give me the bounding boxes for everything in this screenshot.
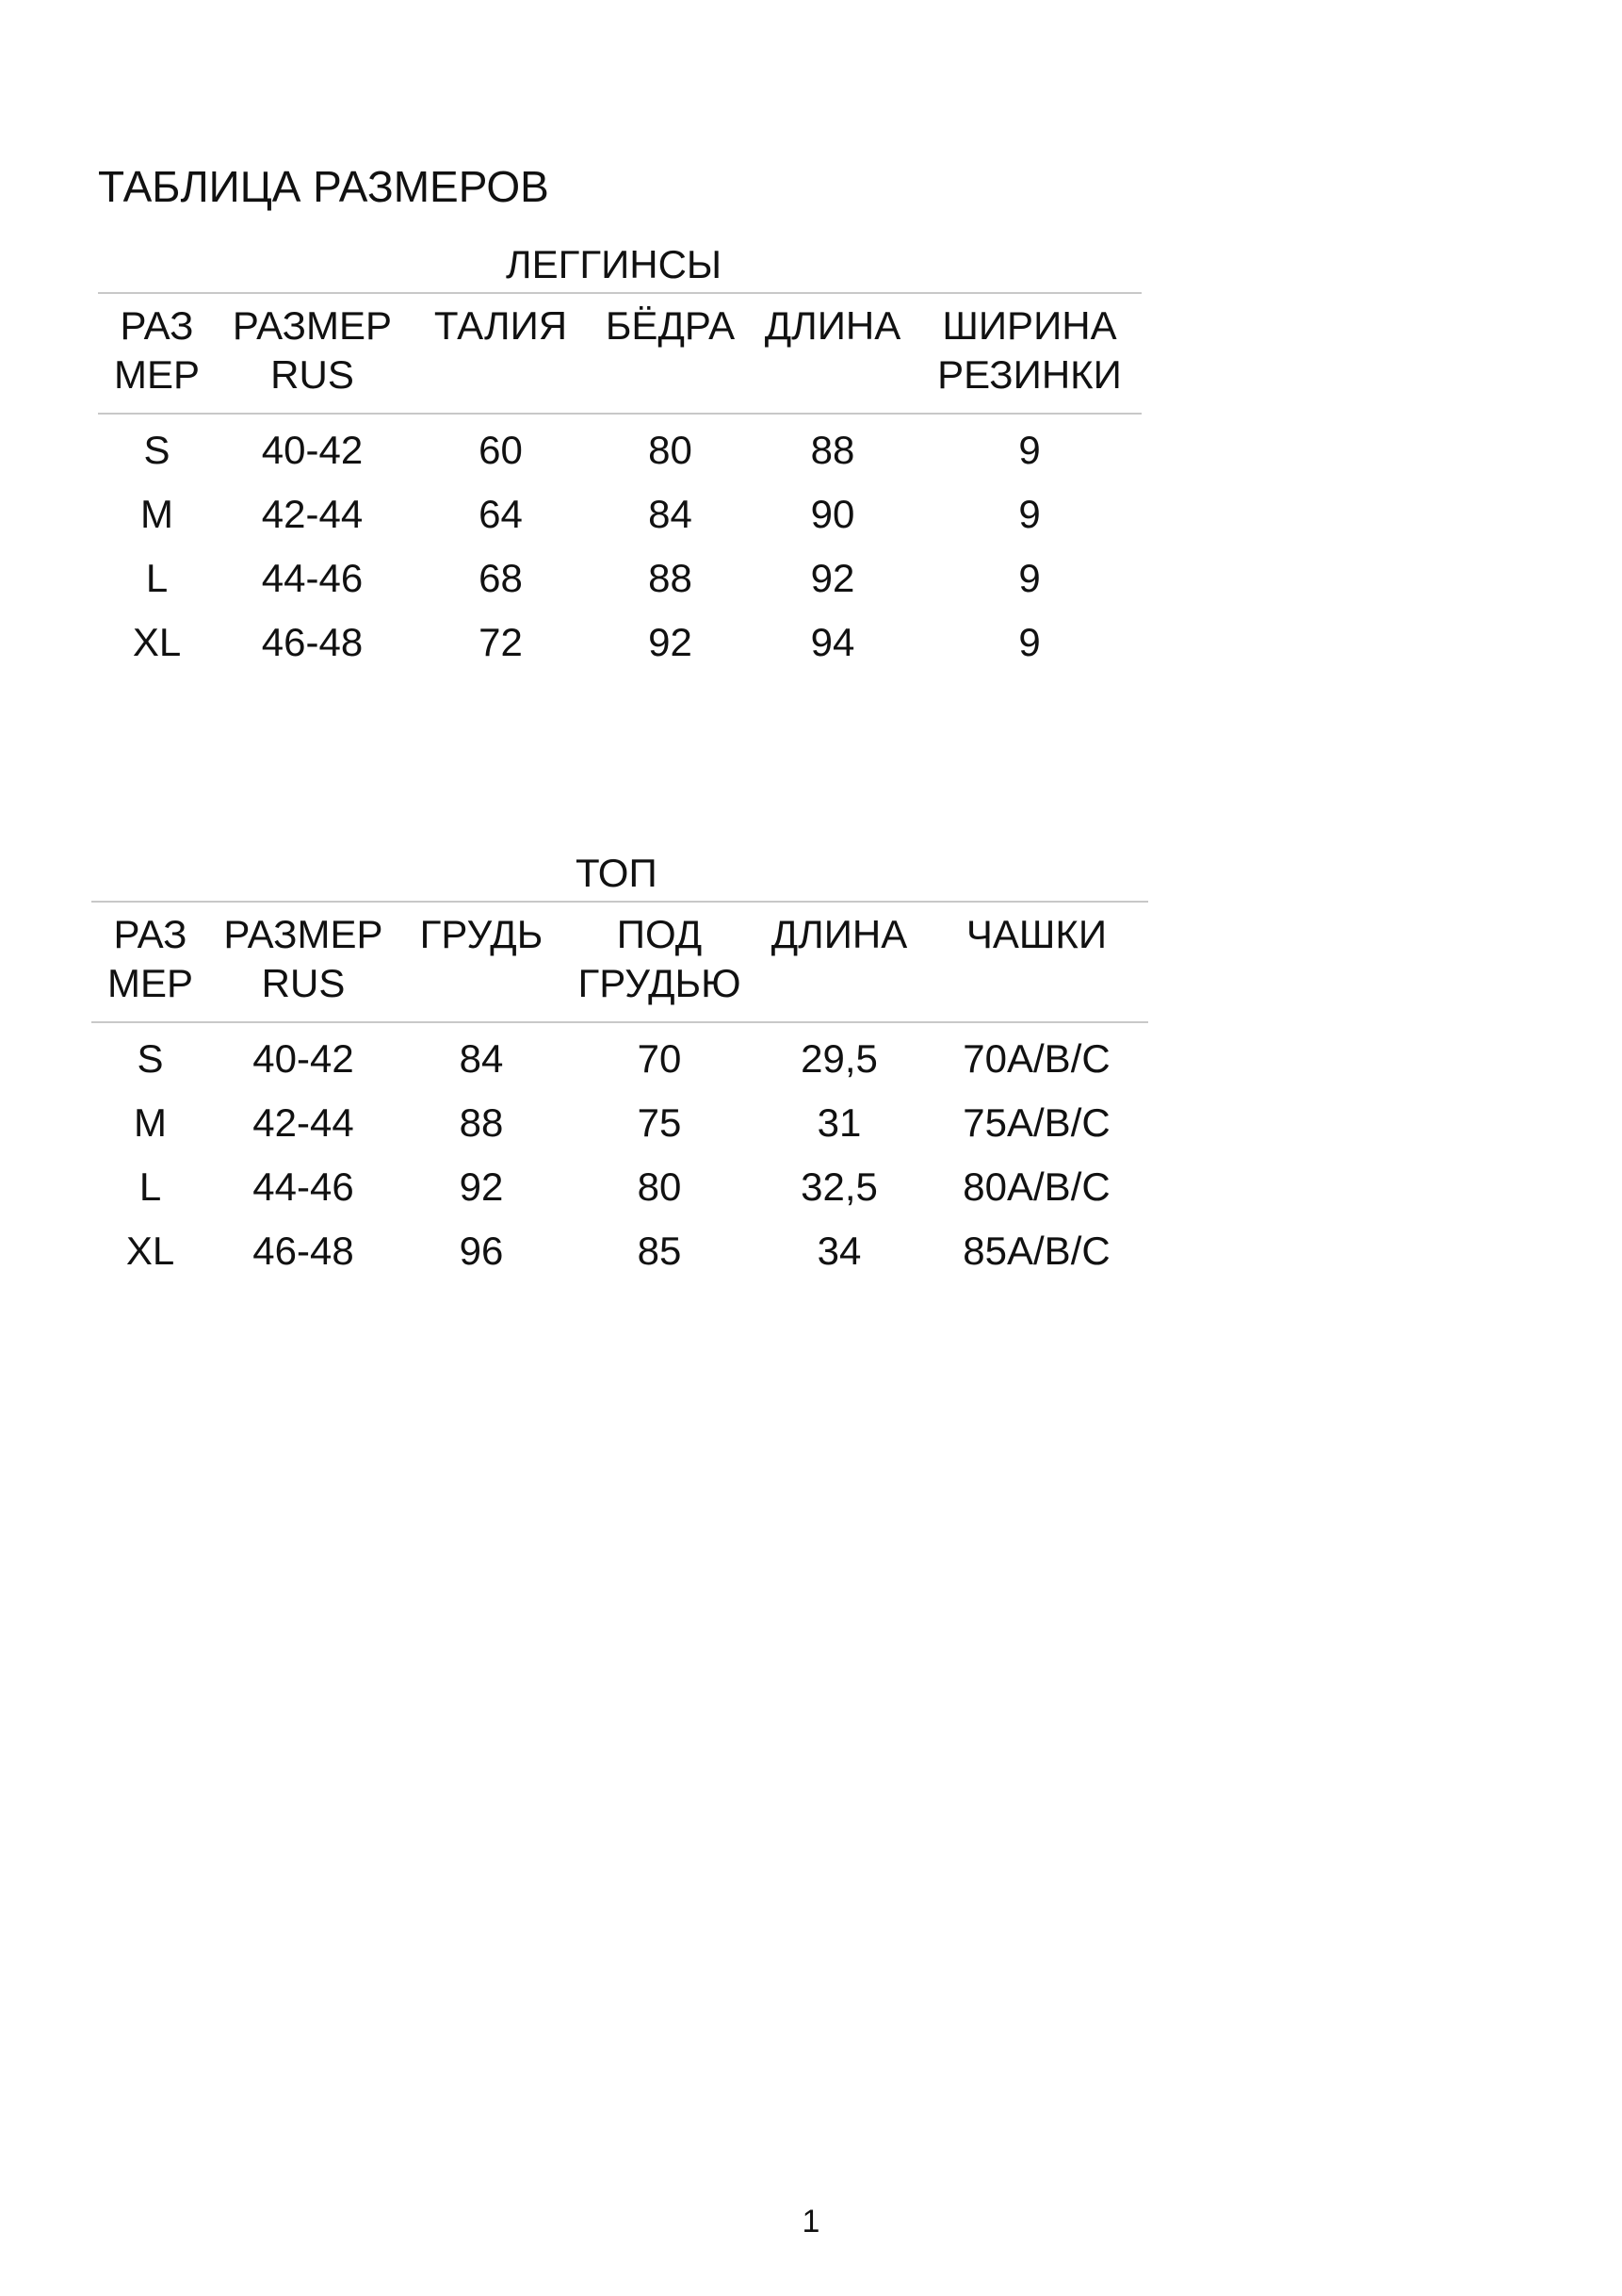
- top-header-length: ДЛИНА: [754, 903, 925, 1022]
- table-cell: 80A/B/C: [963, 1164, 1111, 1209]
- table-cell: 46-48: [261, 620, 364, 664]
- table-cell: 9: [1018, 428, 1041, 472]
- table-cell: 68: [478, 556, 523, 600]
- table-cell: 44-46: [261, 556, 364, 600]
- table-cell: 9: [1018, 556, 1041, 600]
- table-cell: 75: [637, 1100, 682, 1145]
- table-cell: S: [137, 1036, 164, 1081]
- table-cell: 75A/B/C: [963, 1100, 1111, 1145]
- table-row: [91, 1219, 1148, 1283]
- table-row: [98, 414, 1142, 482]
- table-row: [98, 546, 1142, 611]
- table-cell: S: [143, 428, 170, 472]
- leggings-header-size: РАЗ МЕР: [98, 294, 216, 414]
- table-cell: 60: [478, 428, 523, 472]
- table-cell: 70A/B/C: [963, 1036, 1111, 1081]
- leggings-header-length: ДЛИНА: [748, 294, 917, 414]
- table-cell: 88: [459, 1100, 504, 1145]
- top-header-row: [91, 903, 1148, 1022]
- leggings-caption-text: ЛЕГГИНСЫ: [506, 242, 722, 286]
- table-row: [91, 1155, 1148, 1219]
- top-size-table: [91, 903, 1148, 1283]
- table-cell: 29,5: [801, 1036, 878, 1081]
- top-size-table-block: [91, 844, 1148, 1283]
- table-cell: 9: [1018, 620, 1041, 664]
- page-number: 1: [802, 2204, 820, 2239]
- leggings-size-table-block: [98, 236, 1142, 675]
- leggings-caption: [98, 236, 1142, 294]
- top-header-size-rus: РАЗМЕР RUS: [209, 903, 397, 1022]
- table-row: [98, 482, 1142, 546]
- table-cell: 92: [648, 620, 692, 664]
- document-title: ТАБЛИЦА РАЗМЕРОВ: [98, 162, 549, 211]
- table-cell: 70: [637, 1036, 682, 1081]
- table-cell: L: [138, 1164, 162, 1209]
- leggings-header-waist: ТАЛИЯ: [409, 294, 592, 414]
- leggings-header-row: [98, 294, 1142, 414]
- table-cell: 84: [459, 1036, 504, 1081]
- leggings-header-waistband-width: ШИРИНА РЕЗИНКИ: [917, 294, 1142, 414]
- table-cell: 88: [810, 428, 855, 472]
- leggings-header-size-rus: РАЗМЕР RUS: [216, 294, 409, 414]
- table-cell: 42-44: [252, 1100, 354, 1145]
- top-header-chest: ГРУДЬ: [397, 903, 565, 1022]
- top-header-size: РАЗ МЕР: [91, 903, 209, 1022]
- table-cell: 64: [478, 492, 523, 536]
- table-cell: 84: [648, 492, 692, 536]
- table-cell: 44-46: [252, 1164, 354, 1209]
- table-cell: 80: [648, 428, 692, 472]
- table-cell: 72: [478, 620, 523, 664]
- table-row: [91, 1022, 1148, 1091]
- table-cell: 85A/B/C: [963, 1229, 1111, 1273]
- top-header-cups: ЧАШКИ: [925, 903, 1148, 1022]
- table-cell: 94: [810, 620, 855, 664]
- table-cell: 96: [459, 1229, 504, 1273]
- table-cell: 40-42: [261, 428, 364, 472]
- table-cell: 92: [810, 556, 855, 600]
- table-cell: 85: [637, 1229, 682, 1273]
- table-cell: 31: [817, 1100, 862, 1145]
- top-header-underbust: ПОД ГРУДЬЮ: [565, 903, 754, 1022]
- table-cell: 9: [1018, 492, 1041, 536]
- top-caption: [91, 844, 1148, 903]
- table-cell: 88: [648, 556, 692, 600]
- leggings-header-hips: БЁДРА: [592, 294, 748, 414]
- table-row: [91, 1091, 1148, 1155]
- table-cell: XL: [125, 1229, 175, 1273]
- table-cell: 40-42: [252, 1036, 354, 1081]
- table-cell: M: [140, 492, 173, 536]
- table-cell: 92: [459, 1164, 504, 1209]
- leggings-size-table: [98, 294, 1142, 675]
- top-caption-text: ТОП: [576, 851, 657, 895]
- table-cell: 32,5: [801, 1164, 878, 1209]
- table-cell: 80: [637, 1164, 682, 1209]
- table-cell: 90: [810, 492, 855, 536]
- table-cell: 42-44: [261, 492, 364, 536]
- table-cell: 34: [817, 1229, 862, 1273]
- table-cell: L: [145, 556, 169, 600]
- table-cell: M: [134, 1100, 167, 1145]
- table-row: [98, 611, 1142, 675]
- table-cell: XL: [132, 620, 182, 664]
- table-cell: 46-48: [252, 1229, 354, 1273]
